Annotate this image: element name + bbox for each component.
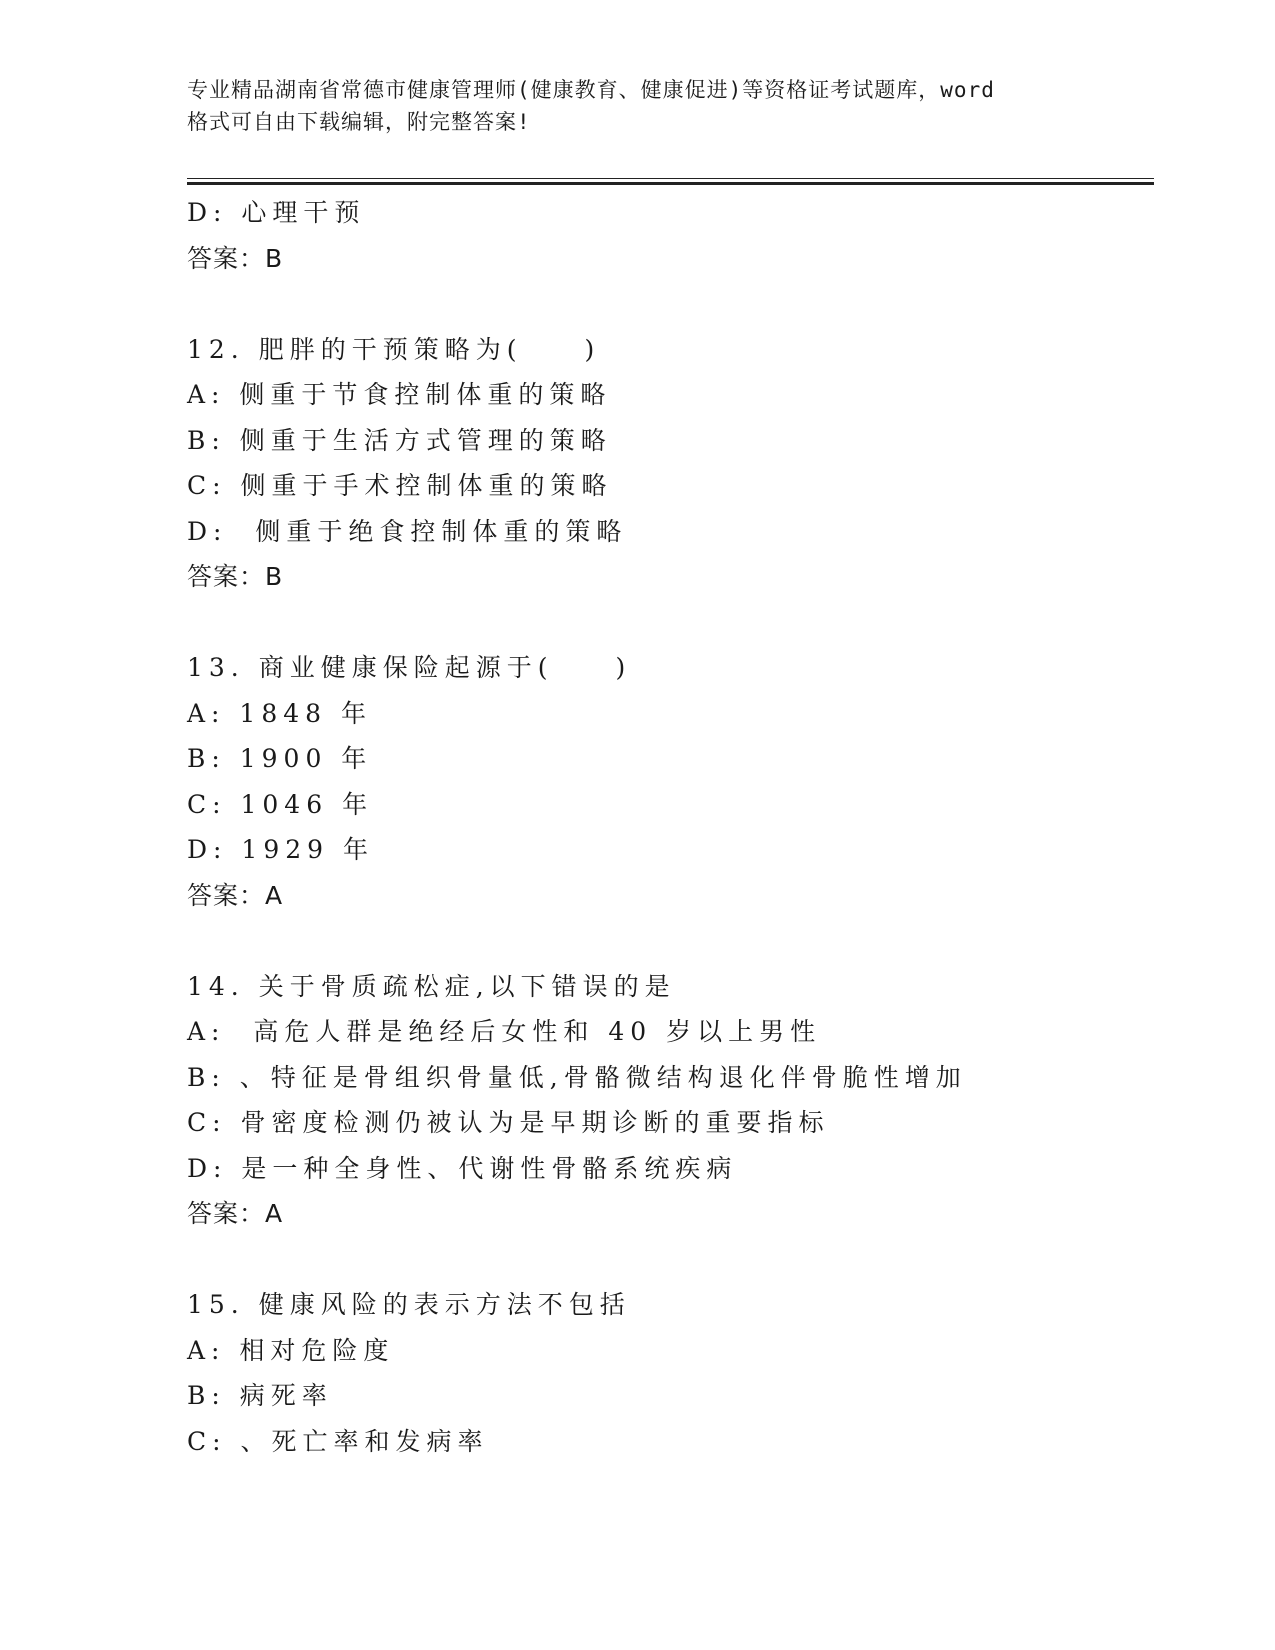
question-13 — [187, 645, 1147, 918]
option-c: C: 1046 年 — [187, 789, 374, 819]
spacer — [187, 600, 1147, 646]
spacer — [187, 918, 1147, 964]
option-b: B: 病死率 — [187, 1381, 333, 1410]
question-title: 12. 肥胖的干预策略为( ) — [187, 334, 601, 364]
answer-line: 答案：A — [187, 1199, 284, 1228]
option-d: D: 侧重于绝食控制体重的策略 — [187, 516, 628, 546]
question-title: 15. 健康风险的表示方法不包括 — [187, 1290, 631, 1319]
question-list — [187, 190, 1147, 1464]
option-c: C: 侧重于手术控制体重的策略 — [187, 471, 613, 500]
header-divider-thick — [187, 182, 1154, 185]
header-divider-thin — [187, 178, 1154, 179]
option-c: C: 、死亡率和发病率 — [187, 1426, 489, 1456]
option-a: A: 相对危险度 — [187, 1335, 395, 1365]
option-d: D: 心理干预 — [187, 198, 366, 227]
option-b: B: 侧重于生活方式管理的策略 — [187, 425, 612, 455]
spacer — [187, 1237, 1147, 1283]
option-b: B: 、特征是骨组织骨量低,骨骼微结构退化伴骨脆性增加 — [187, 1062, 967, 1092]
answer-line: 答案：A — [187, 880, 284, 910]
option-d: D: 1929 年 — [187, 835, 374, 864]
question-14 — [187, 964, 1147, 1237]
question-11-continued — [187, 190, 1147, 281]
option-a: A: 侧重于节食控制体重的策略 — [187, 380, 612, 409]
option-a: A: 高危人群是绝经后女性和 40 岁以上男性 — [187, 1017, 822, 1046]
option-a: A: 1848 年 — [187, 698, 372, 728]
header-line-1: 专业精品湖南省常德市健康管理师(健康教育、健康促进)等资格证考试题库，word — [187, 78, 995, 102]
question-title: 14. 关于骨质疏松症,以下错误的是 — [187, 971, 676, 1001]
question-15 — [187, 1282, 1147, 1464]
spacer — [187, 281, 1147, 327]
header-line-2: 格式可自由下载编辑，附完整答案! — [187, 110, 531, 134]
question-title: 13. 商业健康保险起源于( ) — [187, 653, 632, 682]
option-b: B: 1900 年 — [187, 744, 373, 773]
document-header — [187, 74, 1087, 138]
option-d: D: 是一种全身性、代谢性骨骼系统疾病 — [187, 1153, 738, 1183]
answer-line: 答案：B — [187, 562, 284, 591]
answer-line: 答案：B — [187, 243, 284, 273]
question-12 — [187, 327, 1147, 600]
option-c: C: 骨密度检测仍被认为是早期诊断的重要指标 — [187, 1108, 830, 1137]
